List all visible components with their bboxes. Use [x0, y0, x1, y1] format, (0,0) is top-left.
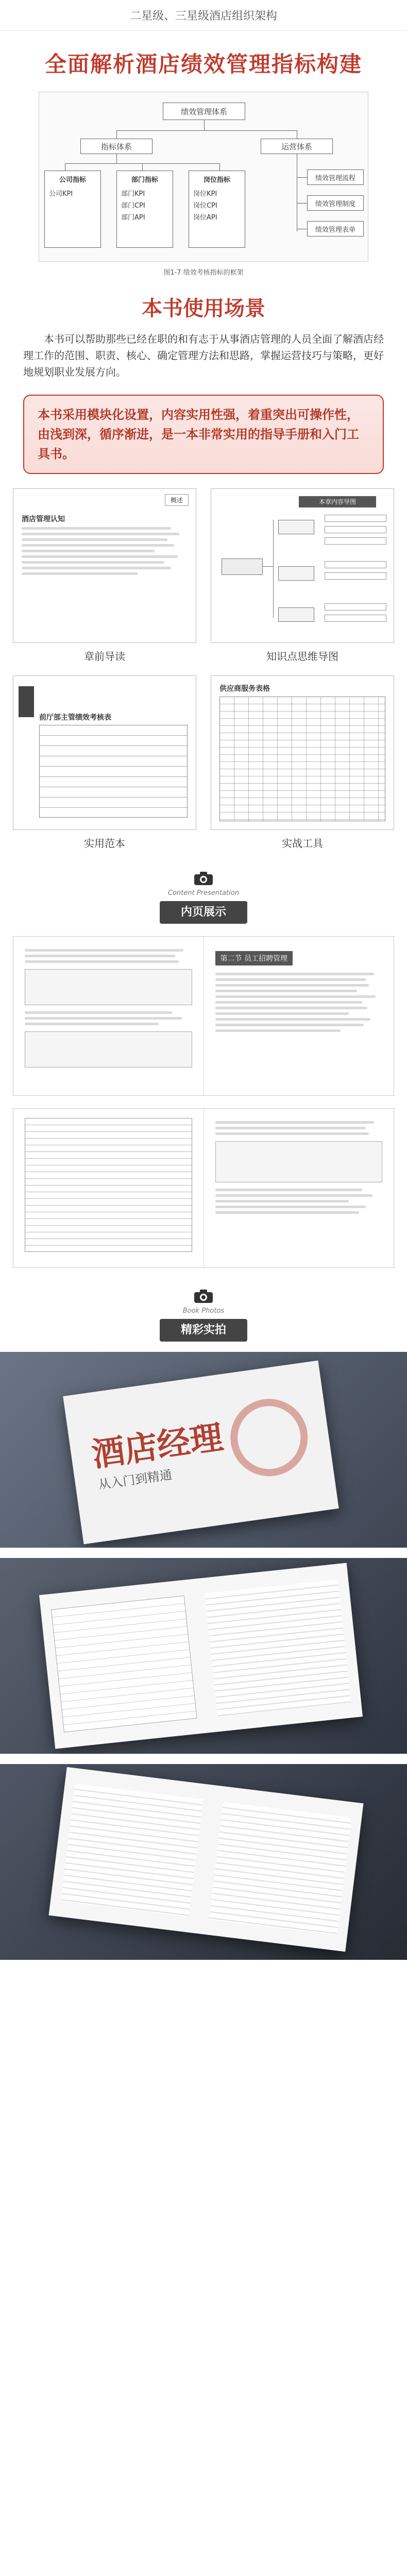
connector: [116, 130, 297, 131]
mindmap-leaf: [325, 515, 386, 522]
section4-banner: 精彩实拍: [160, 1319, 247, 1342]
photo-book-open-1: [0, 1558, 407, 1754]
root-box: 绩效管理体系: [163, 103, 245, 120]
text-line: [215, 1189, 363, 1191]
photo-book-open-2: [0, 1764, 407, 1960]
card-frame: [211, 488, 394, 643]
feature-card-3: [13, 675, 196, 850]
section3-subtitle: Content Presentation: [168, 889, 239, 897]
side-tab: [19, 686, 34, 717]
department-item: 部门KPI: [121, 190, 145, 198]
text-line: [22, 538, 167, 541]
mindmap-leaf: [325, 537, 386, 545]
department-box: [116, 171, 173, 248]
card-label: 实用范本: [84, 837, 125, 850]
left-group-box: 指标体系: [80, 139, 152, 154]
text-line: [215, 1018, 371, 1021]
connector: [142, 163, 143, 171]
text-line: [22, 567, 171, 569]
right-group-box: 运营体系: [261, 139, 333, 154]
position-title: 岗位指标: [203, 176, 230, 184]
book-spread-1: [13, 936, 394, 1096]
text-line: [215, 1007, 367, 1009]
top-strip-text: 二星级、三星级酒店组织架构: [129, 10, 277, 23]
text-line: [215, 984, 369, 987]
form-table: [39, 725, 188, 818]
card-inner-title: 酒店管理认知: [22, 515, 65, 523]
company-box: [44, 171, 101, 248]
mindmap-node: [278, 566, 314, 581]
position-box: [189, 171, 245, 248]
card-frame: [211, 675, 394, 830]
photo-book-cover: [0, 1352, 407, 1548]
text-line: [25, 955, 175, 957]
feature-card-1: [13, 488, 196, 663]
camera-icon: [193, 1289, 214, 1304]
text-line: [22, 544, 174, 547]
card-label: 实战工具: [282, 837, 323, 850]
connector: [116, 154, 117, 163]
text-line: [25, 1011, 172, 1014]
card-frame: [13, 488, 196, 643]
feature-card-2: [211, 488, 394, 663]
spread-right-page: [204, 1109, 394, 1267]
text-line: [22, 561, 164, 564]
text-line: [215, 1121, 374, 1124]
book-page-text: [209, 1802, 351, 1935]
spread-left-page: [13, 1109, 204, 1267]
open-book: [39, 1563, 363, 1749]
text-line: [215, 1211, 359, 1214]
section1-title: 全面解析酒店绩效管理指标构建: [44, 52, 362, 77]
text-line: [215, 1024, 364, 1026]
open-book: [48, 1767, 363, 1952]
org-chart: [39, 92, 368, 262]
text-line: [25, 960, 179, 963]
mindmap-root: [222, 558, 263, 575]
mindmap-node: [278, 520, 314, 534]
text-line: [215, 1001, 363, 1004]
text-line: [215, 990, 358, 992]
diagram-placeholder: [25, 969, 192, 1005]
connector: [297, 177, 307, 178]
department-item: 部门CPI: [121, 202, 145, 210]
position-item: 岗位API: [193, 214, 217, 222]
section3-banner: 内页展示: [160, 901, 247, 924]
text-line: [25, 1017, 182, 1020]
highlight-box: 本书采用模块化设置，内容实用性强，着重突出可操作性，由浅到深，循序渐进，是一本非常实用的指导手册和入门工具书。: [23, 395, 384, 474]
card-label: 知识点思维导图: [266, 650, 338, 663]
company-title: 公司指标: [59, 176, 86, 184]
book-subtitle: 从入门到精通: [97, 1467, 173, 1493]
department-title: 部门指标: [131, 176, 158, 184]
book-page-table: [51, 1596, 197, 1733]
card-inner-title: 本章内容导图: [299, 496, 376, 507]
connector: [116, 130, 117, 139]
book-page-text: [61, 1784, 203, 1917]
mindmap-leaf: [325, 526, 386, 533]
section4-subtitle: Book Photos: [182, 1307, 225, 1315]
top-strip: [0, 0, 407, 31]
text-line: [22, 550, 155, 552]
connector: [204, 120, 205, 130]
spread-left-page: [13, 937, 204, 1095]
feature-card-4: [211, 675, 394, 850]
book-cover: [63, 1361, 338, 1545]
camera-icon: [193, 871, 214, 886]
text-line: [215, 1206, 366, 1208]
position-item: 岗位CPI: [193, 202, 217, 210]
book-title: 酒店经理: [89, 1418, 226, 1475]
tool-table: [219, 697, 385, 821]
spread-right-page: [204, 937, 394, 1095]
diagram-placeholder: [25, 1031, 192, 1067]
figure-caption: 图1-7 绩效考核指标的框架: [163, 269, 244, 277]
text-line: [215, 1012, 349, 1015]
ops-box: 绩效管理制度: [307, 195, 364, 211]
card-inner-title: 前厅部主管绩效考核表: [39, 714, 111, 722]
mindmap-leaf: [325, 572, 386, 580]
mindmap-node: [278, 607, 314, 622]
company-item: 公司KPI: [49, 190, 73, 198]
text-line: [215, 1029, 341, 1032]
table-placeholder: [25, 1118, 192, 1252]
card-frame: [13, 675, 196, 830]
text-line: [22, 533, 179, 535]
connector: [297, 203, 307, 204]
text-line: [215, 1132, 369, 1135]
text-line: [22, 555, 178, 558]
diagram-placeholder: [215, 1141, 383, 1182]
department-item: 部门API: [121, 214, 145, 222]
card-inner-title: 供应商服务表格: [219, 685, 270, 693]
spread-right-title: 第二节 员工招聘管理: [215, 951, 293, 965]
book-spread-2: [13, 1108, 394, 1268]
ops-box: 绩效管理表单: [307, 221, 364, 236]
card-tag: 概述: [165, 494, 189, 506]
section2-title: 本书使用场景: [142, 297, 265, 320]
connector: [219, 163, 220, 171]
gear-graphic: [226, 1394, 313, 1481]
feature-grid: [13, 488, 394, 850]
ops-box: 绩效管理流程: [307, 170, 364, 185]
mindmap-leaf: [325, 603, 386, 611]
book-page-text: [205, 1579, 351, 1716]
connector: [263, 566, 273, 567]
text-line: [215, 973, 374, 975]
text-line: [25, 949, 183, 952]
connector: [273, 520, 274, 618]
mindmap-leaf: [325, 615, 386, 622]
card-label: 章前导读: [84, 650, 125, 663]
mindmap-leaf: [325, 561, 386, 568]
text-line: [215, 1127, 366, 1129]
position-item: 岗位KPI: [193, 190, 217, 198]
text-line: [215, 995, 376, 998]
text-line: [215, 1194, 372, 1197]
text-line: [215, 1200, 349, 1202]
intro-paragraph: 本书可以帮助那些已经在职的和有志于从事酒店管理的人员全面了解酒店经理工作的范围、职责、核心、确定管理方法和思路，掌握运营技巧与策略，更好地规划职业发展方向。: [23, 333, 384, 378]
text-line: [22, 572, 138, 575]
text-line: [25, 1023, 159, 1025]
text-line: [215, 978, 366, 981]
text-line: [22, 527, 171, 530]
